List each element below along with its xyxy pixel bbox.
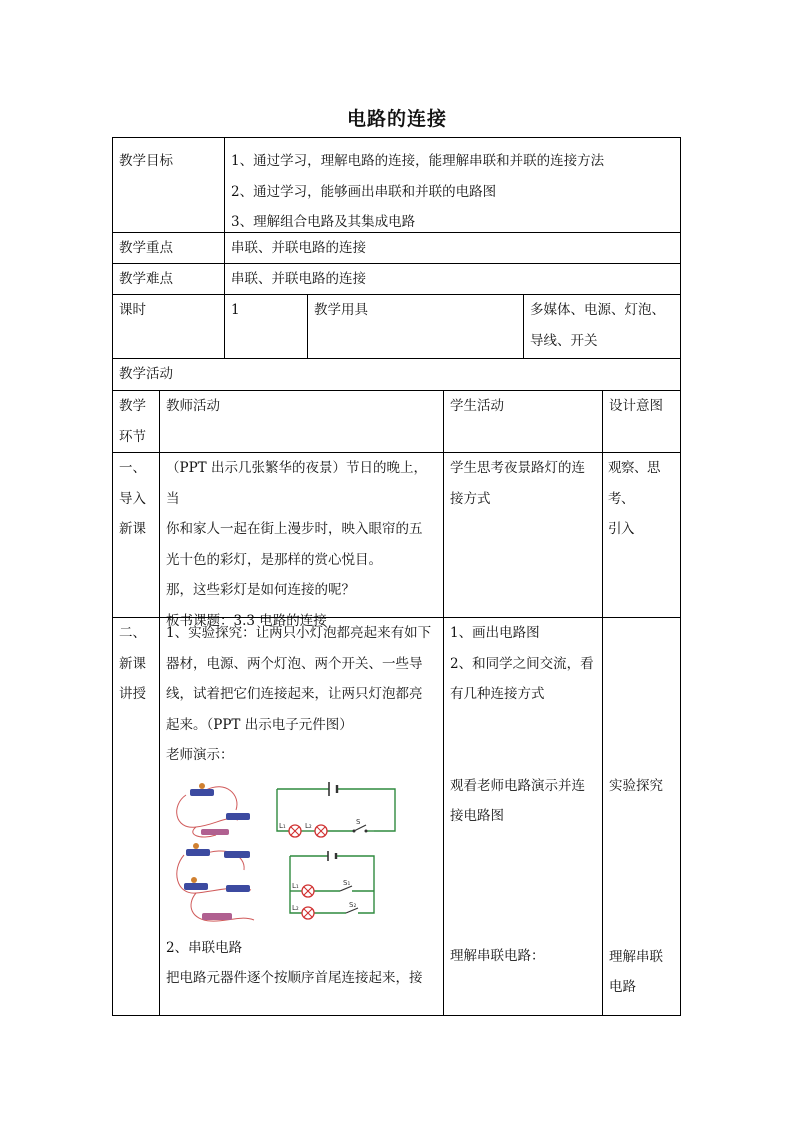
circuit-demo-figure <box>166 775 416 933</box>
section2-teacher: 1、实验探究：让两只小灯泡都亮起来有如下 器材，电源、两个灯泡、两个开关、一些导 线，试着把它们连接起来，让两只灯泡都亮 起来。（PPT 出示电子元件图） 老师演示： L₁ L₂ S L₁ S₁ L₂ S₂ 2、串联电路 把电路元器件逐个按顺序首尾连接起来，接 <box>159 618 443 1016</box>
series-circuit-diagram <box>274 779 399 839</box>
section1-design: 观察、思考、 引入 <box>602 453 681 618</box>
header-teacher: 教师活动 <box>159 391 443 453</box>
parallel-circuit-diagram <box>288 851 388 921</box>
parallel-label-l2: L₂ <box>292 903 299 912</box>
tools-line: 导线、开关 <box>530 332 598 349</box>
goals-content <box>224 138 681 233</box>
section1-stage: 一、 导入 新课 <box>112 453 159 618</box>
parallel-label-s1: S₁ <box>343 878 351 887</box>
row-key-point <box>112 232 681 264</box>
row-section-1 <box>112 452 681 629</box>
difficulty-value: 串联、并联电路的连接 <box>224 264 681 295</box>
row-activities <box>112 358 681 391</box>
tools-label: 教学用具 <box>307 295 523 359</box>
parallel-label-l1: L₁ <box>292 881 299 890</box>
header-stage: 教学 环节 <box>112 391 159 453</box>
goal-item: 1、通过学习，理解电路的连接，能理解串联和并联的连接方法 <box>231 153 605 169</box>
row-headers <box>112 390 681 453</box>
tools-value <box>523 295 681 359</box>
goal-item: 3、理解组合电路及其集成电路 <box>231 214 416 230</box>
period-value: 1 <box>224 295 307 359</box>
activities-label: 教学活动 <box>112 359 681 391</box>
header-student: 学生活动 <box>443 391 602 453</box>
series-label-s: S <box>356 817 361 826</box>
row-difficulty <box>112 263 681 295</box>
key-point-label: 教学重点 <box>112 233 224 264</box>
key-point-value: 串联、并联电路的连接 <box>224 233 681 264</box>
circuit-photo-illustration <box>166 775 266 933</box>
period-label: 课时 <box>112 295 224 359</box>
series-label-l1: L₁ <box>279 821 286 830</box>
tools-line: 多媒体、电源、灯泡、 <box>530 302 665 318</box>
header-design: 设计意图 <box>602 391 681 453</box>
section2-design: 实验探究 理解串联 电路 <box>602 618 681 1016</box>
row-section-2 <box>112 617 681 1016</box>
section2-stage: 二、 新课 讲授 <box>112 618 159 1016</box>
goal-item: 2、通过学习，能够画出串联和并联的电路图 <box>231 183 497 200</box>
section1-teacher: （PPT 出示几张繁华的夜景）节日的晚上，当 你和家人一起在街上漫步时，映入眼帘的五 光十色的彩灯，是那样的赏心悦目。 那，这些彩灯是如何连接的呢？ 板书课题：3.3 电路的连接 <box>159 453 443 618</box>
row-period <box>112 294 681 359</box>
series-label-l2: L₂ <box>305 821 312 830</box>
section1-student: 学生思考夜景路灯的连 接方式 <box>443 453 602 618</box>
row-goals <box>112 137 681 233</box>
goals-label: 教学目标 <box>112 138 224 233</box>
difficulty-label: 教学难点 <box>112 264 224 295</box>
page-title: 电路的连接 <box>346 108 447 130</box>
section2-student: 1、画出电路图 2、和同学之间交流，看 有几种连接方式 观看老师电路演示并连 接电路图 理解串联电路： <box>443 618 602 1016</box>
parallel-label-s2: S₂ <box>349 900 357 909</box>
